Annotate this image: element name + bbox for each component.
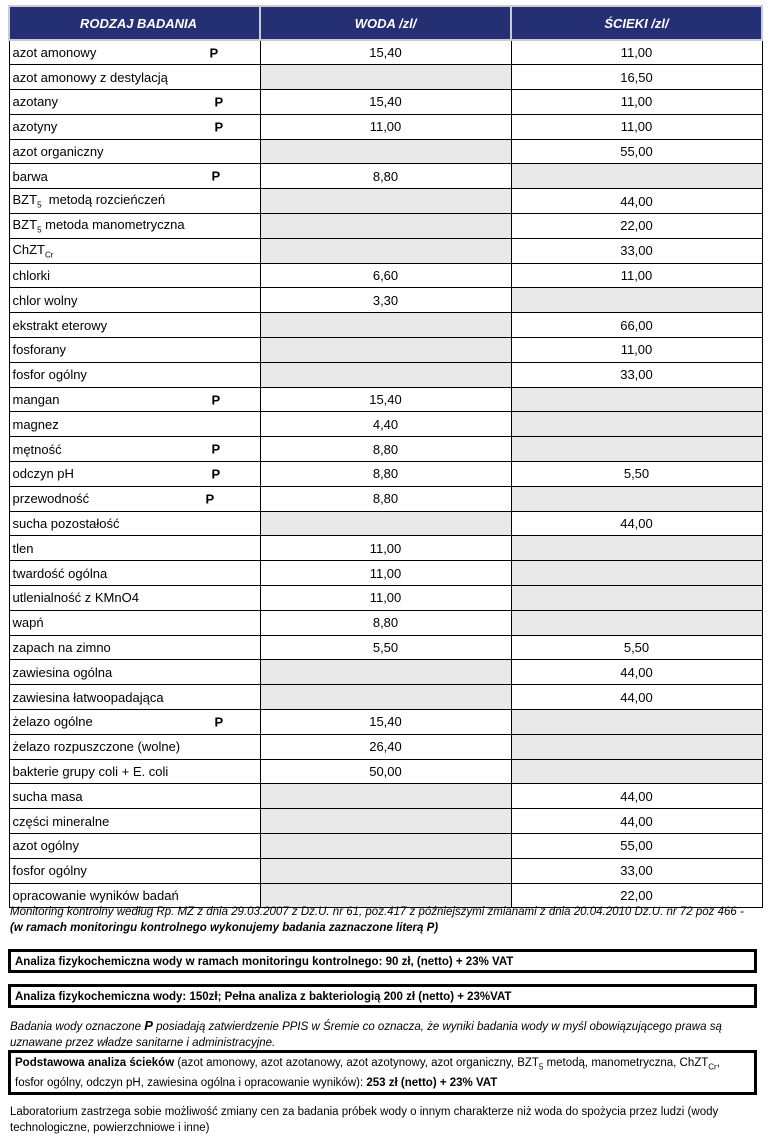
- test-name: zawiesina ogólna: [12, 664, 113, 680]
- test-name-cell: [9, 362, 260, 387]
- header-sewage-price: ŚCIEKI /zl/: [511, 6, 762, 40]
- sewage-price-cell: 44,00: [511, 660, 762, 685]
- test-name: żelazo ogólne: [12, 714, 93, 730]
- sewage-price-cell: [511, 387, 762, 412]
- test-name-cell: [9, 809, 260, 834]
- test-name-cell: [9, 586, 260, 611]
- test-name: tlen: [12, 540, 34, 556]
- test-name: chlor wolny: [12, 292, 78, 308]
- test-name: części mineralne: [12, 813, 110, 829]
- test-name: azot amonowy: [12, 45, 97, 61]
- test-name: sucha masa: [12, 788, 83, 804]
- test-name-cell: [9, 561, 260, 586]
- test-name-cell: [9, 263, 260, 288]
- monitoring-p-mark: P: [211, 466, 221, 482]
- test-name-tail: metodą rozcieńczeń: [41, 192, 166, 208]
- test-name-cell: [9, 710, 260, 735]
- table-row: [9, 610, 762, 635]
- test-name: barwa: [12, 168, 48, 184]
- sewage-price-cell: 33,00: [511, 362, 762, 387]
- sewage-price-cell: 44,00: [511, 685, 762, 710]
- sewage-price-cell: [511, 437, 762, 462]
- test-name: fosfor ogólny: [12, 863, 87, 879]
- test-name: azot organiczny: [12, 144, 104, 160]
- sewage-price-cell: 55,00: [511, 834, 762, 859]
- test-name-cell: [9, 486, 260, 511]
- monitoring-note-text: Monitoring kontrolny według Rp. MZ z dnia 29.03.2007 z Dz.U. nr 61, poz.417 z późniejszymi zmianami z dnia 20.04.2010 Dz.U. nr 72 poz 466 -: [10, 906, 744, 918]
- monitoring-note-bold: (w ramach monitoringu kontrolnego wykonujemy badania zaznaczone literą P): [10, 922, 439, 934]
- sewage-price-cell: 22,00: [511, 883, 762, 908]
- monitoring-note: [10, 904, 755, 936]
- test-name: przewodność: [12, 491, 90, 507]
- ppis-note-text-a: Badania wody oznaczone: [10, 1021, 145, 1033]
- sewage-analysis-text-a: (azot amonowy, azot azotanowy, azot azotynowy, azot organiczny, BZT: [174, 1057, 539, 1069]
- sewage-price-cell: 5,50: [511, 462, 762, 487]
- table-row: [9, 40, 762, 65]
- table-row: [9, 635, 762, 660]
- sewage-price-cell: [511, 586, 762, 611]
- test-name-cell: [9, 734, 260, 759]
- water-price-cell: 15,40: [260, 90, 511, 115]
- table-row: [9, 486, 762, 511]
- water-price-cell: [260, 362, 511, 387]
- table-row: [9, 462, 762, 487]
- water-price-cell: 11,00: [260, 536, 511, 561]
- water-price-cell: 15,40: [260, 387, 511, 412]
- sewage-price-cell: [511, 536, 762, 561]
- table-row: [9, 313, 762, 338]
- table-row: [9, 710, 762, 735]
- water-price-cell: 11,00: [260, 114, 511, 139]
- water-price-cell: [260, 858, 511, 883]
- test-name: BZT: [12, 192, 38, 208]
- table-row: [9, 362, 762, 387]
- test-name-cell: [9, 610, 260, 635]
- test-name-cell: [9, 65, 260, 90]
- test-name-cell: [9, 238, 260, 263]
- sewage-price-cell: [511, 412, 762, 437]
- header-water-price: WODA /zl/: [260, 6, 511, 40]
- sewage-price-cell: [511, 710, 762, 735]
- sewage-price-cell: 55,00: [511, 139, 762, 164]
- test-name: fosfor ogólny: [12, 367, 87, 383]
- header-test-type: RODZAJ BADANIA: [9, 6, 260, 40]
- sewage-price-cell: 16,50: [511, 65, 762, 90]
- test-name: zawiesina łatwoopadająca: [12, 689, 164, 705]
- test-name-subscript: 5: [37, 225, 42, 235]
- table-row: [9, 858, 762, 883]
- test-name: utlenialność z KMnO4: [12, 590, 139, 606]
- sewage-price-cell: 44,00: [511, 809, 762, 834]
- test-name: chlorki: [12, 268, 51, 284]
- water-price-cell: 26,40: [260, 734, 511, 759]
- test-name: azotany: [12, 94, 59, 110]
- test-name-cell: [9, 288, 260, 313]
- test-name-cell: [9, 189, 260, 214]
- test-name: bakterie grupy coli + E. coli: [12, 764, 169, 779]
- sewage-analysis-box: [8, 1050, 757, 1095]
- water-price-cell: 8,80: [260, 164, 511, 189]
- table-row: [9, 263, 762, 288]
- price-table-body: [9, 40, 762, 908]
- test-name: mangan: [12, 392, 60, 408]
- water-price-cell: 50,00: [260, 759, 511, 784]
- table-row: [9, 809, 762, 834]
- table-row: [9, 114, 762, 139]
- sewage-analysis-sub-cr: Cr: [708, 1062, 717, 1072]
- sewage-analysis-text-c: , fosfor ogólny, odczyn pH, zawiesina ogólna i opracowanie wyników):: [15, 1057, 720, 1090]
- test-name-cell: [9, 437, 260, 462]
- test-name-cell: [9, 462, 260, 487]
- monitoring-p-mark: P: [205, 491, 215, 507]
- test-name-cell: [9, 114, 260, 139]
- table-row: [9, 734, 762, 759]
- water-price-cell: [260, 338, 511, 363]
- sewage-price-cell: [511, 164, 762, 189]
- sewage-analysis-sub-5: 5: [538, 1062, 544, 1072]
- price-table: [8, 5, 763, 908]
- test-name-subscript: 5: [37, 200, 42, 210]
- table-row: [9, 238, 762, 263]
- test-name: twardość ogólna: [12, 565, 108, 581]
- test-name: zapach na zimno: [12, 640, 111, 656]
- sewage-price-cell: 11,00: [511, 114, 762, 139]
- test-name-cell: [9, 759, 260, 784]
- water-price-cell: [260, 511, 511, 536]
- sewage-analysis-text-b: metodą, manometryczna, ChZT: [543, 1057, 709, 1069]
- water-price-cell: [260, 834, 511, 859]
- test-name: azot amonowy z destylacją: [12, 69, 168, 85]
- water-price-cell: 8,80: [260, 437, 511, 462]
- water-price-cell: 6,60: [260, 263, 511, 288]
- table-row: [9, 189, 762, 214]
- sewage-price-cell: 33,00: [511, 238, 762, 263]
- table-row: [9, 139, 762, 164]
- test-name-cell: [9, 858, 260, 883]
- table-row: [9, 214, 762, 239]
- water-price-cell: [260, 65, 511, 90]
- sewage-price-cell: [511, 288, 762, 313]
- monitoring-p-mark: P: [211, 392, 221, 408]
- test-name-cell: [9, 412, 260, 437]
- monitoring-p-mark: P: [209, 45, 219, 61]
- monitoring-price-box: [8, 949, 757, 973]
- test-name: azot ogólny: [12, 838, 79, 854]
- ppis-note-p-mark: P: [144, 1018, 153, 1033]
- test-name: sucha pozostałość: [12, 516, 120, 532]
- water-price-cell: 8,80: [260, 462, 511, 487]
- sewage-price-cell: 44,00: [511, 784, 762, 809]
- test-name: mętność: [12, 441, 62, 457]
- table-row: [9, 288, 762, 313]
- test-name-cell: [9, 660, 260, 685]
- table-row: [9, 586, 762, 611]
- water-price-cell: [260, 660, 511, 685]
- test-name: odczyn pH: [12, 466, 74, 482]
- sewage-price-cell: 5,50: [511, 635, 762, 660]
- test-name: wapń: [12, 615, 44, 631]
- water-price-cell: 5,50: [260, 635, 511, 660]
- table-row: [9, 759, 762, 784]
- sewage-price-cell: 11,00: [511, 338, 762, 363]
- test-name-cell: [9, 164, 260, 189]
- monitoring-price-text: Analiza fizykochemiczna wody w ramach monitoringu kontrolnego: 90 zł, (netto) + 23% VAT: [15, 956, 514, 968]
- monitoring-p-mark: P: [214, 94, 224, 110]
- table-row: [9, 784, 762, 809]
- test-name: magnez: [12, 416, 59, 432]
- test-name-cell: [9, 214, 260, 239]
- test-name-cell: [9, 784, 260, 809]
- full-analysis-price-text: Analiza fizykochemiczna wody: 150zł; Pełna analiza z bakteriologią 200 zł (netto) + 23%VAT: [15, 991, 512, 1003]
- sewage-price-cell: [511, 561, 762, 586]
- water-price-cell: [260, 809, 511, 834]
- water-price-cell: [260, 189, 511, 214]
- table-row: [9, 90, 762, 115]
- monitoring-p-mark: P: [214, 119, 224, 135]
- test-name: ekstrakt eterowy: [12, 317, 108, 333]
- sewage-price-cell: [511, 610, 762, 635]
- test-name-tail: metoda manometryczna: [41, 217, 185, 233]
- ppis-note-text-b: posiadają zatwierdzenie PPIS w Śremie co oznacza, że wyniki badania wody w myśl obowiązującego prawa są uznawane przez władze sanitarne i administracyjne.: [10, 1021, 722, 1049]
- test-name-cell: [9, 511, 260, 536]
- table-row: [9, 65, 762, 90]
- test-name-cell: [9, 313, 260, 338]
- sewage-price-cell: 11,00: [511, 263, 762, 288]
- test-name: fosforany: [12, 342, 66, 358]
- table-row: [9, 685, 762, 710]
- footer-note: Laboratorium zastrzega sobie możliwość zmiany cen za badania próbek wody o innym charakterze niż woda do spożycia przez ludzi (wody technologiczne, powierzchniowe i inne): [10, 1106, 719, 1134]
- table-row: [9, 437, 762, 462]
- test-name-cell: [9, 387, 260, 412]
- water-price-cell: [260, 313, 511, 338]
- full-analysis-price-box: [8, 984, 757, 1008]
- sewage-price-cell: 44,00: [511, 189, 762, 214]
- water-price-cell: [260, 685, 511, 710]
- sewage-price-cell: 22,00: [511, 214, 762, 239]
- water-price-cell: 11,00: [260, 586, 511, 611]
- test-name-cell: [9, 685, 260, 710]
- test-name-cell: [9, 40, 260, 65]
- test-name-cell: [9, 834, 260, 859]
- test-name-cell: [9, 338, 260, 363]
- table-row: [9, 387, 762, 412]
- sewage-price-cell: 11,00: [511, 40, 762, 65]
- water-price-cell: [260, 214, 511, 239]
- table-row: [9, 536, 762, 561]
- sewage-price-cell: [511, 486, 762, 511]
- monitoring-p-mark: P: [211, 168, 221, 184]
- table-header-row: [9, 6, 762, 40]
- ppis-note: [10, 1018, 750, 1051]
- sewage-price-cell: 66,00: [511, 313, 762, 338]
- water-price-cell: 3,30: [260, 288, 511, 313]
- test-name: azotyny: [12, 119, 58, 135]
- monitoring-p-mark: P: [211, 441, 221, 457]
- monitoring-p-mark: P: [214, 714, 224, 730]
- sewage-price-cell: [511, 734, 762, 759]
- test-name: BZT: [12, 217, 38, 233]
- sewage-price-cell: 44,00: [511, 511, 762, 536]
- test-name-cell: [9, 90, 260, 115]
- table-row: [9, 660, 762, 685]
- water-price-cell: [260, 784, 511, 809]
- table-row: [9, 834, 762, 859]
- water-price-cell: 15,40: [260, 710, 511, 735]
- water-price-cell: 11,00: [260, 561, 511, 586]
- table-row: [9, 561, 762, 586]
- test-name: ChZT: [12, 241, 45, 257]
- table-row: [9, 511, 762, 536]
- test-name-cell: [9, 536, 260, 561]
- water-price-cell: 8,80: [260, 486, 511, 511]
- water-price-cell: [260, 238, 511, 263]
- sewage-analysis-price: 253 zł (netto) + 23% VAT: [366, 1077, 498, 1090]
- table-row: [9, 164, 762, 189]
- water-price-cell: 15,40: [260, 40, 511, 65]
- test-name: opracowanie wyników badań: [12, 887, 179, 903]
- sewage-price-cell: [511, 759, 762, 784]
- water-price-cell: 4,40: [260, 412, 511, 437]
- water-price-cell: 8,80: [260, 610, 511, 635]
- test-name-subscript: Cr: [45, 250, 54, 260]
- test-name: żelazo rozpuszczone (wolne): [12, 739, 181, 755]
- sewage-price-cell: 11,00: [511, 90, 762, 115]
- test-name-cell: [9, 139, 260, 164]
- test-name-cell: [9, 635, 260, 660]
- table-row: [9, 338, 762, 363]
- sewage-analysis-title: Podstawowa analiza ścieków: [15, 1057, 175, 1069]
- water-price-cell: [260, 139, 511, 164]
- table-row: [9, 412, 762, 437]
- sewage-price-cell: 33,00: [511, 858, 762, 883]
